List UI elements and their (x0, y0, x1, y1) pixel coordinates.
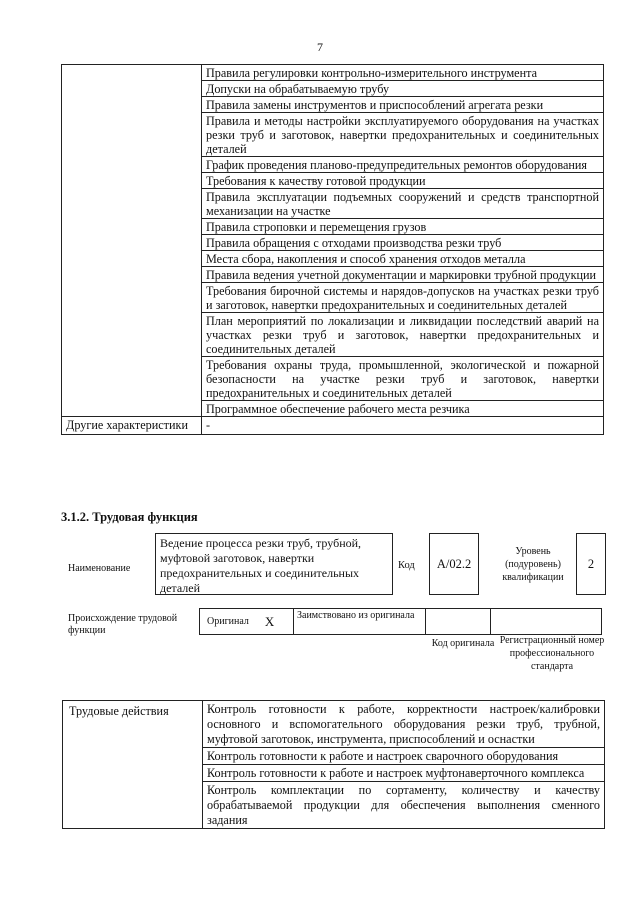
original-code-cell (425, 608, 491, 635)
borrowed-cell: Заимствовано из оригинала (293, 608, 426, 635)
table-row (62, 219, 604, 235)
table-row (62, 97, 604, 113)
table-row (62, 81, 604, 97)
knowledge-item: Правила строповки и перемещения грузов (202, 219, 604, 235)
empty-label-cell (62, 357, 202, 401)
qualification-level-label: Уровень (подуровень) квалификации (502, 546, 564, 583)
table-row (62, 283, 604, 313)
table-row (62, 251, 604, 267)
labor-action-item: Контроль готовности к работе и настроек сварочного оборудования (203, 748, 605, 765)
empty-label-cell (62, 173, 202, 189)
table-row (62, 173, 604, 189)
table-row (62, 65, 604, 81)
labor-action-item: Контроль готовности к работе, корректности настроек/калибровки основного и вспомогательного оборудования резки труб, трубной, муфтовой заготовок, инструмента, приспособлений и оснастки (203, 701, 605, 748)
table-row (62, 417, 604, 435)
empty-label-cell (62, 97, 202, 113)
knowledge-item: План мероприятий по локализации и ликвидации последствий аварий на участках резки труб и заготовок, навертки предохранительных и соединительных деталей (202, 313, 604, 357)
other-characteristics-label: Другие характеристики (62, 417, 202, 435)
empty-label-cell (62, 157, 202, 173)
original-label: Оригинал (207, 616, 249, 627)
knowledge-item: Правила ведения учетной документации и маркировки трубной продукции (202, 267, 604, 283)
knowledge-item: Правила и методы настройки эксплуатируемого оборудования на участках резки труб и заготовок, навертки предохранительных и соединительных деталей (202, 113, 604, 157)
function-code-field: A/02.2 (429, 533, 479, 595)
labor-actions-table (62, 700, 605, 829)
table-row (62, 189, 604, 219)
empty-label-cell (62, 65, 202, 81)
code-original-caption: Код оригинала (431, 638, 495, 649)
table-row (62, 401, 604, 417)
table-row (62, 235, 604, 251)
knowledge-item: Требования бирочной системы и нарядов-допусков на участках резки труб и заготовок, навертки предохранительных и соединительных деталей (202, 283, 604, 313)
knowledge-item: График проведения планово-предупредительных ремонтов оборудования (202, 157, 604, 173)
code-label: Код (398, 560, 415, 571)
registration-number-caption: Регистрационный номер профессионального стандарта (499, 635, 605, 672)
page-number: 7 (317, 40, 323, 54)
function-name-field: Ведение процесса резки труб, трубной, муфтовой заготовок, навертки предохранительных и соединительных деталей (155, 533, 393, 595)
original-cell (199, 608, 294, 635)
section-title: 3.1.2. Трудовая функция (61, 510, 198, 524)
knowledge-item: Правила эксплуатации подъемных сооружений и средств транспортной механизации на участке (202, 189, 604, 219)
original-mark: X (264, 613, 275, 629)
knowledge-item: Допуски на обрабатываемую трубу (202, 81, 604, 97)
knowledge-item: Правила регулировки контрольно-измерительного инструмента (202, 65, 604, 81)
knowledge-item: Правила замены инструментов и приспособлений агрегата резки (202, 97, 604, 113)
labor-action-item: Контроль готовности к работе и настроек муфтонаверточного комплекса (203, 765, 605, 782)
labor-actions-label: Трудовые действия (63, 701, 203, 829)
empty-label-cell (62, 189, 202, 219)
knowledge-table (61, 64, 604, 435)
table-row (62, 157, 604, 173)
origin-row (200, 608, 602, 635)
table-row (62, 357, 604, 401)
other-characteristics-value: - (202, 417, 604, 435)
empty-label-cell (62, 81, 202, 97)
table-row (62, 113, 604, 157)
empty-label-cell (62, 401, 202, 417)
empty-label-cell (62, 283, 202, 313)
knowledge-item: Требования охраны труда, промышленной, экологической и пожарной безопасности на участке резки труб и заготовок, навертки предохранительных и соединительных деталей (202, 357, 604, 401)
name-label: Наименование (68, 563, 131, 574)
empty-label-cell (62, 235, 202, 251)
origin-label: Происхождение трудовой функции (68, 613, 178, 636)
knowledge-item: Места сбора, накопления и способ хранения отходов металла (202, 251, 604, 267)
empty-label-cell (62, 267, 202, 283)
knowledge-item: Требования к качеству готовой продукции (202, 173, 604, 189)
empty-label-cell (62, 313, 202, 357)
empty-label-cell (62, 219, 202, 235)
registration-number-cell (490, 608, 602, 635)
qualification-level-field: 2 (576, 533, 606, 595)
empty-label-cell (62, 251, 202, 267)
empty-label-cell (62, 113, 202, 157)
knowledge-item: Правила обращения с отходами производства резки труб (202, 235, 604, 251)
table-row (63, 701, 605, 748)
knowledge-item: Программное обеспечение рабочего места резчика (202, 401, 604, 417)
table-row (62, 313, 604, 357)
labor-action-item: Контроль комплектации по сортаменту, количеству и качеству обрабатываемой продукции для обеспечения выполнения сменного задания (203, 782, 605, 829)
table-row (62, 267, 604, 283)
